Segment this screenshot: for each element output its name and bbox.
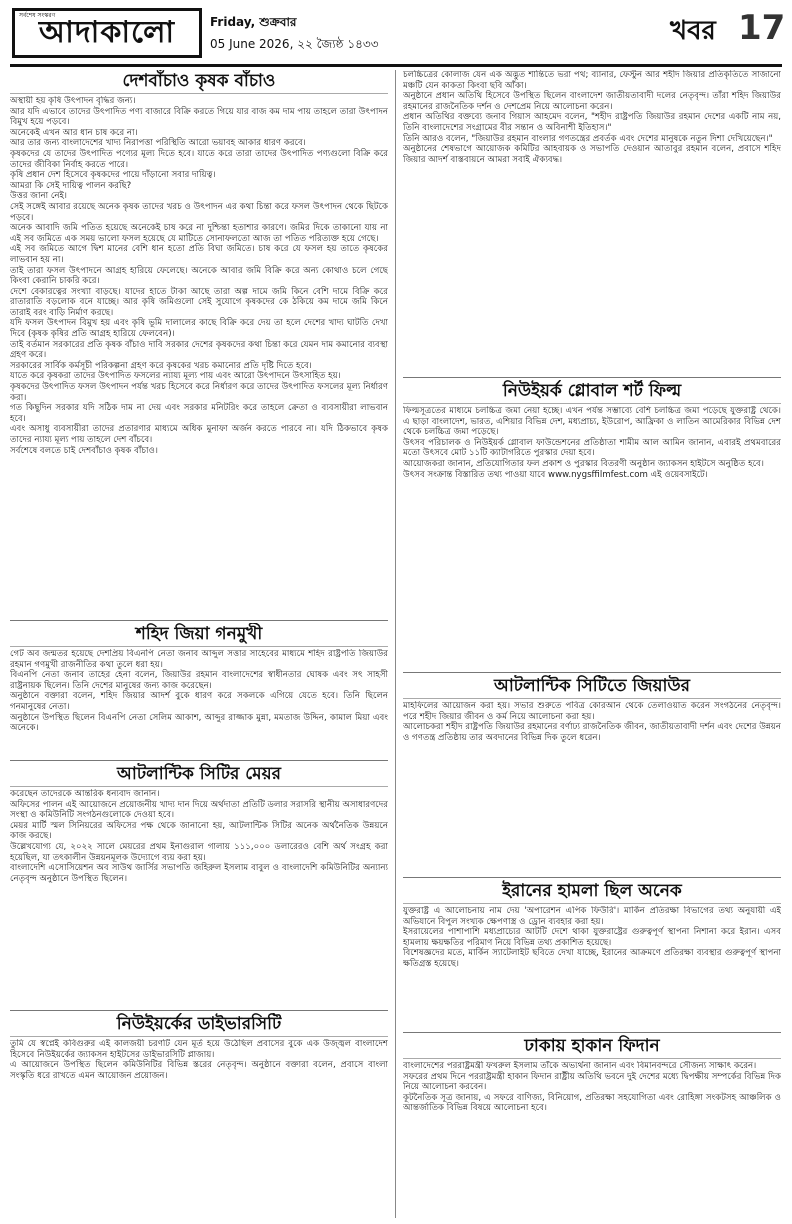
date-weekday: Friday, শুক্রবার bbox=[210, 15, 297, 29]
section-name: খবর bbox=[670, 16, 716, 46]
header-divider bbox=[10, 64, 782, 67]
article-body: মাহফিলের আয়োজন করা হয়। সভার শুরুতে পবিত্র কোরআন থেকে তেলাওয়াত করেন সংগঠনের নেতৃবৃন্দ। পরে শহীদ জিয়ার জীবন ও কর্ম নিয়ে আলোচনা করা হয়। আলোচকরা শহীদ রাষ্ট্রপতি জিয়াউর রহমানের বর্ণাঢ্য রাজনৈতিক জীবন, জাতীয়তাবাদী দর্শন এবং দেশের উন্নয়ন ও গণতন্ত্র প্রতিষ্ঠায় তার অবদানের বিভিন্ন দিক তুলে ধরেন। bbox=[403, 701, 781, 743]
date-full: 05 June 2026, ২২ জ্যৈষ্ঠ ১৪৩৩ bbox=[210, 37, 379, 51]
article-headline: শহিদ জিয়া গনমুখী bbox=[10, 623, 388, 647]
article-body: তুমি যে স্বপ্নেই কবিগুরুর এই কালজয়ী চরণটি যেন মূর্ত হয়ে উঠেছিল প্রবাসের বুকে এক উজ্জ্বল বাংলাদেশ হিসেবে নিউইয়র্কের জ্যাকসন হাইটসের ডাইভারসিটি প্লাজায়। এ আয়োজনে উপস্থিত ছিলেন কমিউনিটির বিভিন্ন স্তরের নেতৃবৃন্দ। অনুষ্ঠানে বক্তারা বলেন, প্রবাসে বাংলা সংস্কৃতি ধরে রাখতে এমন আয়োজন প্রয়োজন। bbox=[10, 1039, 388, 1081]
right-column bbox=[403, 70, 781, 1220]
article-headline: আটলান্টিক সিটির মেয়র bbox=[10, 763, 388, 787]
newspaper-logo[interactable] bbox=[12, 8, 202, 58]
article-body: ফিল্মসূত্রতের মাধ্যমে চলচ্চিত্র জমা নেয়া হচ্ছে। এখন পর্যন্ত সম্ভাব্যে বেশি চলচ্চিত্র জমা পড়েছে যুক্তরাষ্ট্র থেকে। এ ছাড়া বাংলাদেশ, ভারত, এশিয়ার বিভিন্ন দেশ, মধ্যপ্রাচ্য, ইউরোপ, আফ্রিকা ও লাতিন আমেরিকার বিভিন্ন দেশ থেকে চলচ্চিত্র জমা পড়েছে। উৎসব পরিচালক ও নিউইয়র্ক গ্লোবাল ফাউন্ডেশনের প্রতিষ্ঠাতা শামীম আল আমিন জানান, এবারই প্রথমবারের মতো উৎসবে মোট ১১টি ক্যাটাগরিতে পুরস্কার দেয়া হবে। আয়োজকরা জানান, প্রতিযোগিতার ফল প্রকাশ ও পুরস্কার বিতরণী অনুষ্ঠান জ্যাকসন হাইটসে অনুষ্ঠিত হবে। উৎসব সংক্রান্ত বিস্তারিত তথ্য পাওয়া যাবে www.nygsffilmfest.com এই ওয়েবসাইটে। bbox=[403, 406, 781, 480]
article-headline: দেশবাঁচাও কৃষক বাঁচাও bbox=[10, 70, 388, 94]
article-body: যুক্তরাষ্ট্র এ আলোচনায় নাম দেয় 'অপারেশন এপিক ফিউরি'। মার্কিন প্রতিরক্ষা বিভাগের তথ্য অনুযায়ী এই অভিযানে বিপুল সংখ্যক ক্ষেপণাস্ত্র ও ড্রোন ব্যবহার করা হয়। ইসরায়েলের পাশাপাশি মধ্যপ্রাচ্যের আটটি দেশে থাকা যুক্তরাষ্ট্রের গুরুত্বপূর্ণ স্থাপনা নিশানা করে ইরান। এসব হামলায় ক্ষয়ক্ষতির পরিমাণ নিয়ে বিভিন্ন তথ্য প্রকাশিত হয়েছে। বিশেষজ্ঞদের মতে, মার্কিন স্যাটেলাইট ছবিতে দেখা যাচ্ছে, ইরানের আক্রমণে প্রতিরক্ষা ব্যবস্থার গুরুত্বপূর্ণ স্থাপনা ক্ষতিগ্রস্ত হয়েছে। bbox=[403, 906, 781, 969]
column-divider bbox=[395, 70, 396, 1218]
article-headline: আটলান্টিক সিটিতে জিয়াউর bbox=[403, 675, 781, 699]
article-divider bbox=[10, 620, 388, 621]
article-diversity bbox=[10, 1013, 388, 1218]
article-body: গেট অব জন্মতর হয়েছে দেশপ্রিয় বিএনপি নেতা জনাব আব্দুল সত্তার সাহেবের মাধ্যমে শহিদ রাষ্ট্রপতি জিয়াউর রহমান গণমুখী রাজনীতির কথা তুলে ধরা হয়। বিএনপি নেতা জনাব তাহের হেনা বলেন, জিয়াউর রহমান বাংলাদেশের স্বাধীনতার ঘোষক এবং সৎ সাহসী রাষ্ট্রনায়ক ছিলেন। তিনি দেশের মানুষের জন্য কাজ করেছেন। অনুষ্ঠানে বক্তারা বলেন, শহিদ জিয়ার আদর্শ বুকে ধারণ করে সকলকে এগিয়ে যেতে হবে। তিনি ছিলেন গনমানুষের নেতা। অনুষ্ঠানে উপস্থিত ছিলেন বিএনপি নেতা সেলিম আকাশ, আব্দুর রাজ্জাক মুন্না, মমতাজ উদ্দিন, কামাল মিয়া এবং অনেকে। bbox=[10, 649, 388, 734]
article-divider bbox=[10, 1010, 388, 1011]
article-hakan-fidan bbox=[403, 1035, 781, 1218]
logo-text: আদাকালো bbox=[38, 14, 176, 50]
article-headline: ইরানের হামলা ছিল অনেক bbox=[403, 880, 781, 904]
article-iran-attack bbox=[403, 880, 781, 1030]
article-zia-continued bbox=[403, 70, 781, 375]
article-shahid-zia bbox=[10, 623, 388, 758]
article-body: চলচ্চিত্রের কোলাজ যেন এক অদ্ভুত শান্তিতে ভরা পথ; ব্যানার, ফেস্টুন আর শহীদ জিয়ার প্রতিকৃতিতে সাজানো মঞ্চটি যেন কাকতা কিংবা ছবি আঁকা। অনুষ্ঠানে প্রধান অতিথি হিসেবে উপস্থিত ছিলেন বাংলাদেশ জাতীয়তাবাদী দলের নেতৃবৃন্দ। তাঁরা শহিদ জিয়াউর রহমানের রাজনৈতিক দর্শন ও দেশপ্রেম নিয়ে আলোচনা করেন। প্রধান অতিথির বক্তব্যে জনাব গিয়াস আহমেদ বলেন, "শহীদ রাষ্ট্রপতি জিয়াউর রহমান দেশের একটি নাম নয়, তিনি বাংলাদেশের সংগ্রামের বীর সন্তান ও অবিনাশী ইতিহাস।" তিনি আরও বলেন, "জিয়াউর রহমান বাংলার গণতন্ত্রের প্রবর্তক এবং দেশের মানুষকে নতুন দিশা দেখিয়েছেন।" অনুষ্ঠানের শেষভাগে আয়োজক কমিটির আহবায়ক ও সভাপতি দেওয়ান আতাবুর রহমান বলেন, প্রবাসে শহিদ জিয়ার আদর্শ বাস্তবায়নে আমরা সবাই ঐক্যবদ্ধ। bbox=[403, 70, 781, 165]
article-headline: নিউইয়র্ক গ্লোবাল শর্ট ফিল্ম bbox=[403, 380, 781, 404]
masthead bbox=[10, 8, 786, 62]
article-atlantic-mayor bbox=[10, 763, 388, 1008]
article-body: করেছেন তাদেরকে আন্তরিক ধন্যবাদ জানান। অফিসের পালন এই আয়োজনে প্রয়োজনীয় খাদ্য দান দিয়ে অর্থদাতা প্রতিটি ডলার সরাসরি স্থানীয় অসাধারণদের সংস্থা ও কমিউনিটি সংগঠনগুলোকে দেওয়া হবে। মেয়র মার্টি স্মল সিনিয়রের অফিসের পক্ষ থেকে জানানো হয়, আটলান্টিক সিটির অনেক অর্থনৈতিক উন্নয়নে কাজ করছে। উল্লেখযোগ্য যে, ২০২২ সালে মেয়রের প্রথম ইনাগুরাল গালায় ১১১,০০০ ডলারেরও বেশি অর্থ সংগ্রহ করা হয়েছিল, যা তৎকালীন উন্নয়নমূলক উদ্যোগে ব্যয় করা হয়। বাংলাদেশি এসোসিয়েশন অব সাউথ জার্সির সভাপতি জহিরুল ইসলাম বাবুল ও বাংলাদেশি কমিউনিটির অন্যান্য নেতৃবৃন্দ অনুষ্ঠানে উপস্থিত ছিলেন। bbox=[10, 789, 388, 884]
article-divider bbox=[10, 760, 388, 761]
article-body: অস্থায়ী হয় কৃষি উৎপাদন বৃদ্ধির জন্য। আর যদি এভাবে তাদের উৎপাদিত পণ্য বাজারে বিক্রি করতে গিয়ে যার বাজ কম দাম পায় তাহলে তারা উৎপাদন বিমুখ হয়ে পড়বে। অনেকেই এখন আর ধান চাষ করে না। আর তার জন্য বাংলাদেশের খাদ্য নিরাপত্তা পরিস্থিতি আরো ভয়াবহ আকার ধারণ করবে। কৃষকদের যে তাদের উৎপাদিত পণ্যের মূল্য দিতে হবে। যাতে করে তারা তাদের উৎপাদিত পণ্যগুলো বিক্রি করে তাদের জীবিকা নির্বাহ করতে পারে। কৃষি প্রধান দেশ হিসেবে কৃষকদের পায়ে দাঁড়ানো সবার দায়িত্ব। আমরা কি সেই দায়িত্ব পালন করছি? উত্তর জানা নেই। সেই সঙ্গেই আবার রয়েছে অনেক কৃষক তাদের খরচ ও উৎপাদন এর কথা চিন্তা করে ফসল উৎপাদন থেকে ছিটকে পড়বে। অনেক আবাদি জমি পতিত হয়েছে অনেকেই চাষ করে না দুশ্চিন্তা হতাশার কারণে। জমির দিকে তাকানো যায় না এই সব জমিতে এক সময় ভালো ফসল হয়েছে যে মাটিতে সোনাফলতো আজ তা পতিত পরিত্যক্ত হয়ে গেছে। এই সব জমিতে আগে দ্বিশ মানের বেশি ধান হতো প্রতি বিঘা জমিতে। চাষ করে যে ফসল হয় তাতে কৃষকের লাভবান হয় না। তাই তারা ফসল উৎপাদনে আগ্রহ হারিয়ে ফেলেছে। অনেকে আবার জমি বিক্রি করে অন্য কোথাও চলে গেছে কিংবা কেরানি চাকরি করে। দেশে বেকারত্বের সংখ্যা বাড়ছে। যাদের হাতে টাকা আছে তারা অল্প দামে জমি কিনে বেশি দামে বিক্রি করে রাতারাতি বড়লোক বনে যাচ্ছে। আর কৃষি জমিগুলো সেই সুযোগে কৃষকদের কে ঠকিয়ে কম দামে জমি কিনে তারাই বরং বাড়ি নির্মাণ করছে। যদি ফসল উৎপাদন বিমুখ হয় এবং কৃষি ভূমি দালালের কাছে বিক্রি করে দেয় তা হলে দেশের খাদ্য ঘাটতি দেখা দিবে (কৃষক কৃষির প্রতি আগ্রহ হারিয়ে ফেলবেন)। তাই বর্তমান সরকারের প্রতি কৃষক বাঁচাও দাবি সরকার দেশের কৃষকদের কথা চিন্তা করে যেমন দাম কমানোর ব্যবস্থা গ্রহণ করে। সরকারের সার্বিক কর্মসূচী পরিকল্পনা গ্রহণ করে কৃষকের খরচ কমানোর প্রতি দৃষ্টি দিতে হবে। যাতে করে কৃষকরা তাদের উৎপাদিত ফসলের ন্যায্য মূল্য পায় এবং আরো উৎপাদনে উৎসাহিত হয়। কৃষকদের উৎপাদিত ফসল উৎপাদন পর্যন্ত খরচ হিসেবে করে নির্ধারণ করে তাদের উৎপাদিত ফসলের মূল্য নির্ধারণ করা। গত কিছুদিন সরকার যদি সঠিক দাম না দেয় এবং সরকার মনিটরিং করে তাহলে ক্রেতা ও ব্যবসায়ীরা লাভবান হবে। এবং অসাধু ব্যবসায়ীরা তাদের প্রতারণার মাধ্যমে অধিক মুনাফা অর্জন করতে পারবে না। যদি ঠিকভাবে কৃষক তাদের ন্যায্য মূল্য পায় তাহলে দেশ বাঁচবে। সর্বশেষে বলতে চাই দেশবাঁচাও কৃষক বাঁচাও। bbox=[10, 96, 388, 456]
left-column bbox=[10, 70, 388, 1220]
article-divider bbox=[403, 377, 781, 378]
article-divider bbox=[403, 1032, 781, 1033]
page-number: 17 bbox=[738, 8, 786, 48]
article-divider bbox=[403, 877, 781, 878]
logo-tagline: সর্বশেষ সংস্করণ bbox=[19, 12, 56, 19]
article-divider bbox=[403, 672, 781, 673]
article-short-film bbox=[403, 380, 781, 670]
article-headline: ঢাকায় হাকান ফিদান bbox=[403, 1035, 781, 1059]
article-body: বাংলাদেশের পররাষ্ট্রমন্ত্রী ফখরুল ইসলাম তাঁকে অভ্যর্থনা জানান এবং বিমানবন্দরে সৌজন্য সাক্ষাৎ করেন। সফরের প্রথম দিনে পররাষ্ট্রমন্ত্রী হাকান ফিদান রাষ্ট্রীয় অতিথি ভবনে দুই দেশের মধ্যে দ্বিপক্ষীয় সম্পর্কের বিভিন্ন দিক নিয়ে আলোচনা করবেন। কূটনৈতিক সূত্র জানায়, এ সফরে বাণিজ্য, বিনিয়োগ, প্রতিরক্ষা সহযোগিতা এবং রোহিঙ্গা সংকটসহ আঞ্চলিক ও আন্তর্জাতিক বিভিন্ন বিষয়ে আলোচনা হবে। bbox=[403, 1061, 781, 1114]
article-desh-bachao bbox=[10, 70, 388, 618]
article-atlantic-zia bbox=[403, 675, 781, 875]
article-headline: নিউইয়র্কের ডাইভারসিটি bbox=[10, 1013, 388, 1037]
